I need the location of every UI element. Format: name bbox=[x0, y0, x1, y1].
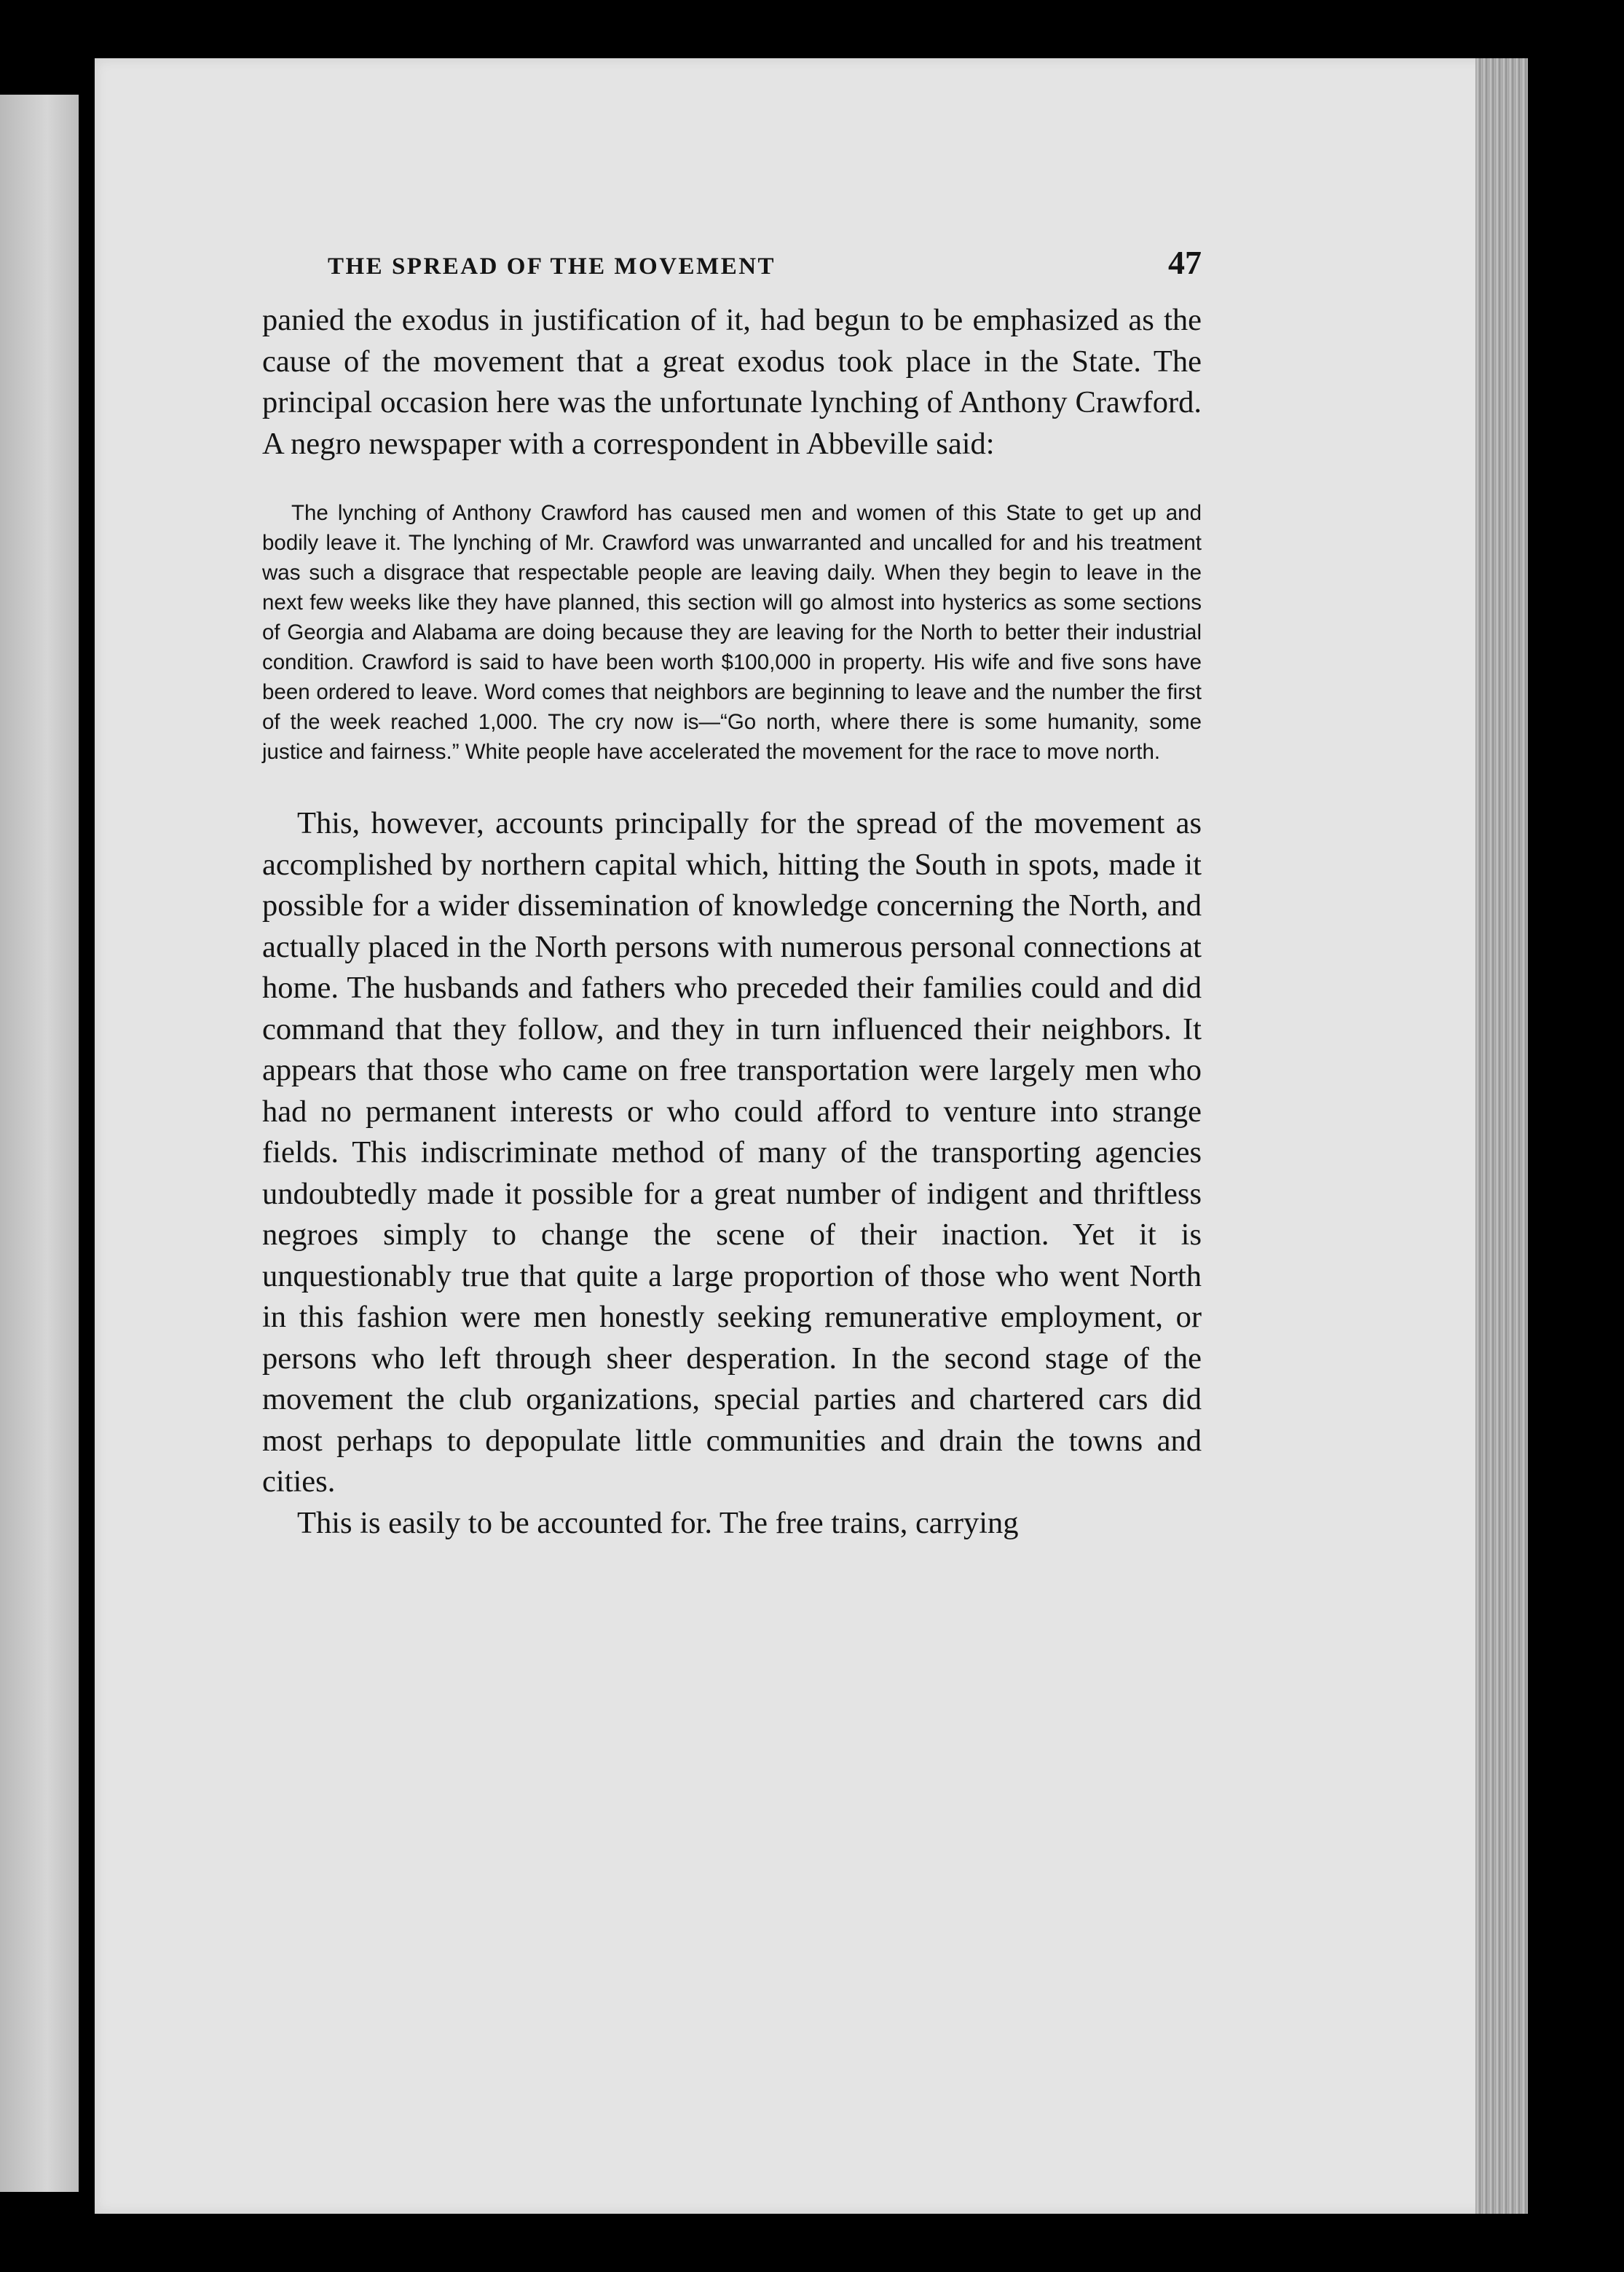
running-head bbox=[328, 244, 1202, 291]
page-block-edge bbox=[1475, 58, 1528, 2214]
running-head-title: THE SPREAD OF THE MOVEMENT bbox=[328, 253, 776, 280]
facing-page-edge bbox=[0, 95, 79, 2192]
paragraph-3: This is easily to be accounted for. The free trains, carrying bbox=[297, 1505, 1019, 1540]
paragraph-2: This, however, accounts principally for the spread of the movement as accomplished by northern capital which, hitting the South in spots, made it possible for a wider dissemination of knowledge concerning the North, and actually placed in the North persons with numerous personal connections at home. The husbands and fathers who preceded their families could and did command that they follow, and they in turn influenced their neighbors. It appears that those who came on free transportation were largely men who had no permanent interests or who could afford to venture into strange fields. This indiscriminate method of many of the transporting agencies undoubtedly made it possible for a great number of indigent and thriftless negroes simply to change the scene of their inaction. Yet it is unquestionably true that quite a large proportion of those who went North in this fashion were men honestly seeking remunerative employment, or persons who left through sheer desperation. In the second stage of the movement the club organizations, special parties and chartered cars did most perhaps to depopulate little communities and drain the towns and cities. bbox=[262, 806, 1202, 1499]
paragraph-1: panied the exodus in justification of it, had begun to be emphasized as the cause of the movement that a great exodus took place in the State. The principal occasion here was the unfortunate lynching of Anthony Crawford. A negro newspaper with a correspondent in Abbeville said: bbox=[262, 303, 1202, 461]
book-page bbox=[95, 58, 1528, 2214]
page-number: 47 bbox=[1168, 244, 1202, 281]
block-quote: The lynching of Anthony Crawford has caused men and women of this State to get up and bodily leave it. The lynching of Mr. Crawford was unwarranted and uncalled for and his treatment was such a disgrace that respectable people are leaving daily. When they begin to leave in the next few weeks like they have planned, this section will go almost into hysterics as some sections of Georgia and Alabama are doing because they are leaving for the North to better their industrial condition. Crawford is said to have been worth $100,000 in property. His wife and five sons have been ordered to leave. Word comes that neighbors are beginning to leave and the number the first of the week reached 1,000. The cry now is—“Go north, where there is some humanity, some justice and fairness.” White people have accelerated the movement for the race to move north. bbox=[262, 501, 1202, 764]
text-block bbox=[262, 244, 1202, 1544]
